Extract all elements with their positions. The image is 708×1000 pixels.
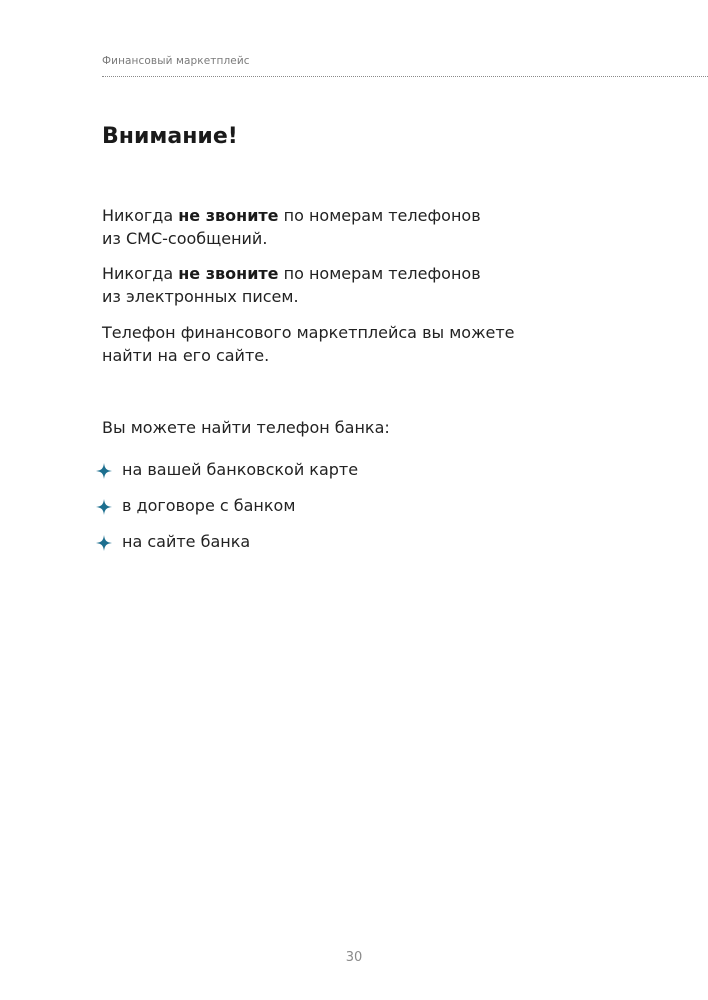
- four-point-star-icon: [96, 463, 112, 479]
- warning-email-lead: Никогда: [102, 264, 179, 283]
- bank-phone-lead: Вы можете найти телефон банка:: [102, 418, 390, 437]
- page-title: Внимание!: [102, 124, 238, 149]
- list-item: [96, 451, 358, 487]
- warning-sms: [102, 204, 642, 250]
- header-divider: [102, 76, 708, 77]
- warning-sms-rest: по номерам телефонов: [278, 206, 481, 225]
- list-item-text: на сайте банка: [122, 531, 251, 551]
- warning-sms-emphasis: не звоните: [178, 206, 279, 225]
- list-item: [96, 523, 358, 559]
- warning-sms-line2: из СМС-сообщений.: [102, 229, 268, 248]
- marketplace-phone-note-line2: найти на его сайте.: [102, 346, 270, 365]
- page-number: 30: [345, 950, 363, 965]
- running-header: Финансовый маркетплейс: [102, 55, 250, 67]
- marketplace-phone-note: [102, 321, 642, 367]
- warning-email-line2: из электронных писем.: [102, 287, 299, 306]
- bank-phone-list: [96, 451, 358, 559]
- list-item-text: в договоре с банком: [122, 495, 296, 515]
- warning-email-line1: [102, 262, 642, 285]
- four-point-star-icon: [96, 499, 112, 515]
- list-item: [96, 487, 358, 523]
- marketplace-phone-note-line1: Телефон финансового маркетплейса вы можете: [102, 323, 515, 342]
- four-point-star-icon: [96, 535, 112, 551]
- warning-email: [102, 262, 642, 308]
- warning-email-rest: по номерам телефонов: [278, 264, 481, 283]
- warning-sms-lead: Никогда: [102, 206, 179, 225]
- list-item-text: на вашей банковской карте: [122, 459, 359, 479]
- warning-sms-line1: [102, 204, 642, 227]
- warning-email-emphasis: не звоните: [178, 264, 279, 283]
